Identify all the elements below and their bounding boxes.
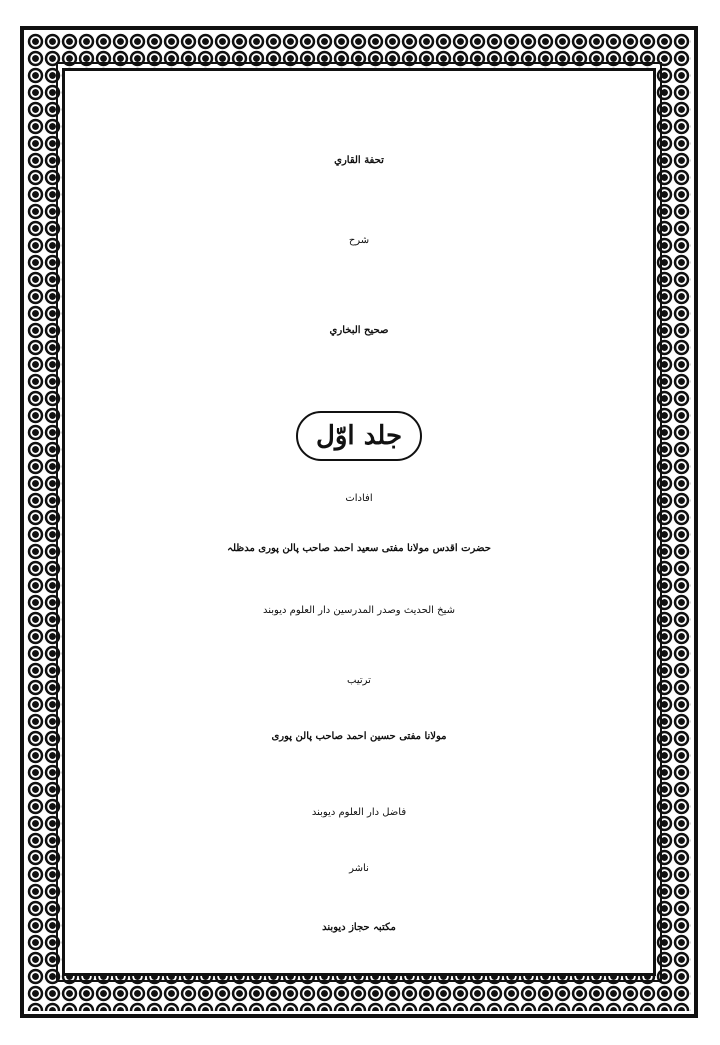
author-name: حضرت اقدس مولانا مفتی سعید احمد صاحب پالن پوری مدظلہ bbox=[227, 543, 491, 554]
ifadat-label: افادات bbox=[345, 493, 373, 504]
tarteeb-label: ترتیب bbox=[347, 675, 371, 686]
compiler-title: فاضل دار العلوم دیوبند bbox=[311, 807, 407, 818]
book-subtitle: صحيح البخاري bbox=[329, 325, 389, 336]
compiler-name: مولانا مفتی حسین احمد صاحب پالن پوری bbox=[271, 731, 447, 742]
cover-content bbox=[65, 71, 653, 973]
volume-badge: جلد اوّل bbox=[296, 411, 422, 461]
sharh-label: شرح bbox=[348, 235, 370, 246]
nashir-label: ناشر bbox=[349, 863, 369, 874]
volume-badge-wrap bbox=[65, 411, 653, 467]
author-title: شیخ الحدیث وصدر المدرسین دار العلوم دیوبند bbox=[263, 605, 455, 616]
book-title: تحفة القاري bbox=[334, 155, 384, 166]
publisher-name: مکتبہ حجاز دیوبند bbox=[322, 922, 396, 933]
